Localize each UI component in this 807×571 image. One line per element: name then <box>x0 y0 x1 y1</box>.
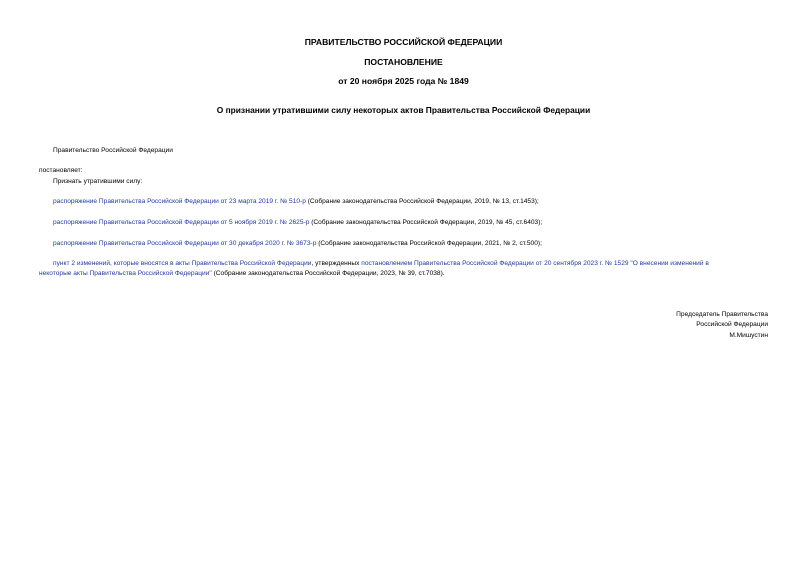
recognize-text: Признать утратившими силу: <box>53 178 143 185</box>
list-item <box>53 239 542 248</box>
resolves-text: постановляет: <box>39 167 83 174</box>
signature-name: М.Мишустин <box>729 332 768 339</box>
intro-text: Правительство Российской Федерации <box>53 147 173 154</box>
connector-text: , утвержденных <box>311 260 362 267</box>
signature-position: Председатель Правительства <box>676 311 768 318</box>
citation-text: (Собрание законодательства Российской Федерации, 2019, № 45, ст.6403); <box>309 219 543 226</box>
document-link[interactable]: распоряжение Правительства Российской Федерации от 30 декабря 2020 г. № 3673-р <box>53 240 317 247</box>
citation-text: (Собрание законодательства Российской Федерации, 2019, № 13, ст.1453); <box>305 198 539 205</box>
signature-position-org: Российской Федерации <box>696 321 768 328</box>
citation-text: (Собрание законодательства Российской Федерации, 2023, № 39, ст.7038). <box>211 270 445 277</box>
document-link[interactable]: распоряжение Правительства Российской Федерации от 23 марта 2019 г. № 510-р <box>53 198 306 205</box>
document-type: ПОСТАНОВЛЕНИЕ <box>364 57 443 67</box>
government-heading: ПРАВИТЕЛЬСТВО РОССИЙСКОЙ ФЕДЕРАЦИИ <box>304 37 503 47</box>
document-link[interactable]: пункт 2 изменений, которые вносятся в акты Правительства Российской Федерации <box>53 260 312 267</box>
list-item <box>53 259 709 268</box>
document-title: О признании утратившими силу некоторых актов Правительства Российской Федерации <box>216 105 591 115</box>
document-link[interactable]: постановлением Правительства Российской Федерации от 20 сентября 2023 г. № 1529 "О внесении изменений в <box>361 260 709 267</box>
list-item <box>53 218 542 227</box>
citation-text: (Собрание законодательства Российской Федерации, 2021, № 2, ст.500); <box>316 240 542 247</box>
document-date-number: от 20 ноября 2025 года № 1849 <box>338 76 469 86</box>
list-item-continuation <box>39 269 445 278</box>
document-link[interactable]: распоряжение Правительства Российской Федерации от 5 ноября 2019 г. № 2625-р <box>53 219 310 226</box>
list-item <box>53 197 539 206</box>
document-link[interactable]: некоторые акты Правительства Российской Федерации" <box>39 270 212 277</box>
